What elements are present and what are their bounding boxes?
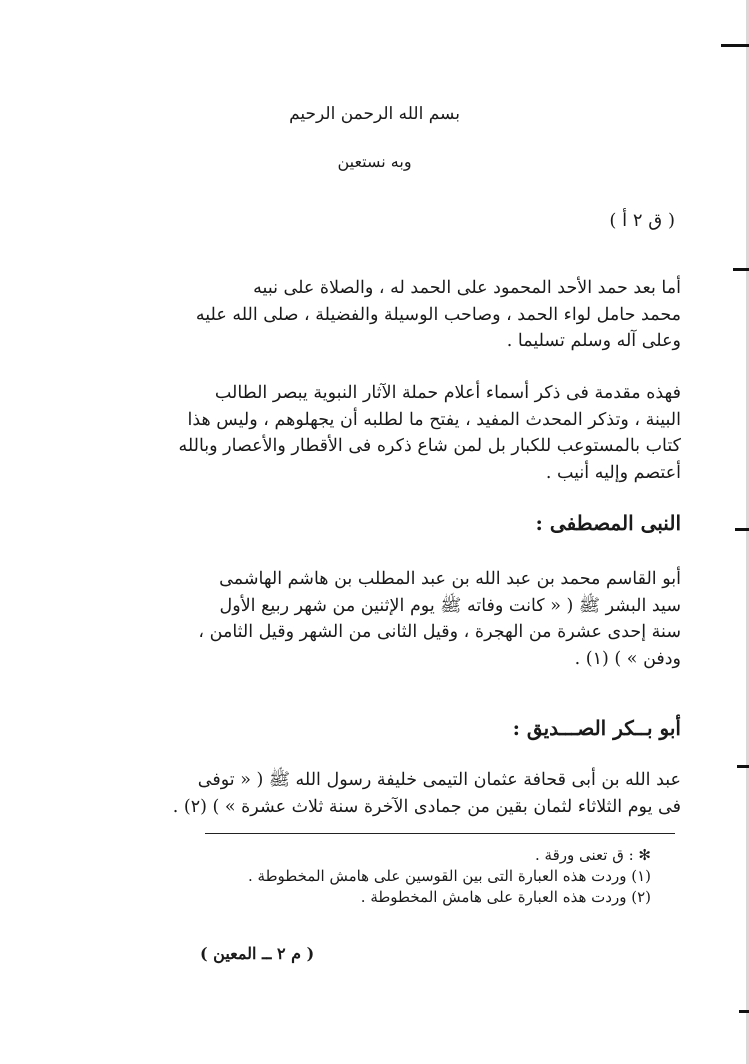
biography-paragraph (161, 566, 681, 672)
text-line: أبو القاسم محمد بن عبد الله بن عبد المطلب بن هاشم الهاشمى (219, 569, 681, 589)
subtitle: وبه نستعين (337, 152, 412, 171)
basmala: بسم الله الرحمن الرحيم (289, 104, 460, 124)
text-line: البينة ، وتذكر المحدث المفيد ، يفتح ما لطلبه أن يجهلوهم ، وليس هذا (187, 409, 681, 430)
margin-mark (735, 528, 749, 531)
margin-mark (733, 268, 749, 271)
folio-marker: ( ق ٢ أ ) (609, 210, 675, 231)
margin-mark (739, 1010, 749, 1013)
footnotes (181, 845, 651, 908)
text-line: عبد الله بن أبى قحافة عثمان التيمى خليفة رسول الله ﷺ ( « توفى (197, 770, 681, 790)
text-line: سنة إحدى عشرة من الهجرة ، وقيل الثانى من الشهر وقيل الثامن ، (198, 622, 681, 642)
page-signature: ( م ٢ ــ المعين ) (200, 944, 315, 963)
text-line: ودفن » ) (١) . (574, 648, 681, 669)
footnote: ✻ : ق تعنى ورقة . (534, 846, 651, 864)
section-heading: أبو بــكر الصـــديق : (512, 716, 681, 740)
margin-mark (721, 44, 749, 47)
text-line: فى يوم الثلاثاء لثمان بقين من جمادى الآخرة سنة ثلاث عشرة » ) (٢) . (172, 796, 681, 817)
intro-paragraph (161, 275, 681, 355)
text-line: أما بعد حمد الأحد المحمود على الحمد له ، والصلاة على نبيه (253, 278, 681, 298)
footnote-divider (205, 833, 675, 834)
section-heading: النبى المصطفى : (535, 511, 681, 535)
text-line: فهذه مقدمة فى ذكر أسماء أعلام حملة الآثار النبوية يبصر الطالب (214, 383, 681, 403)
footnote: (١) وردت هذه العبارة التى بين القوسين على هامش المخطوطة . (248, 867, 651, 885)
text-line: سيد البشر ﷺ ( « كانت وفاته ﷺ يوم الإثنين من شهر ربيع الأول (219, 595, 681, 616)
biography-paragraph (161, 767, 681, 820)
text-line: وعلى آله وسلم تسليما . (506, 331, 681, 351)
preface-paragraph (161, 380, 681, 486)
margin-mark (737, 765, 749, 768)
text-line: كتاب بالمستوعب للكبار بل لمن شاع ذكره فى الأقطار والأعصار وبالله (178, 436, 681, 456)
text-line: أعتصم وإليه أنيب . (545, 462, 681, 483)
footnote: (٢) وردت هذه العبارة على هامش المخطوطة . (360, 888, 651, 906)
text-line: محمد حامل لواء الحمد ، وصاحب الوسيلة والفضيلة ، صلى الله عليه (195, 304, 681, 325)
